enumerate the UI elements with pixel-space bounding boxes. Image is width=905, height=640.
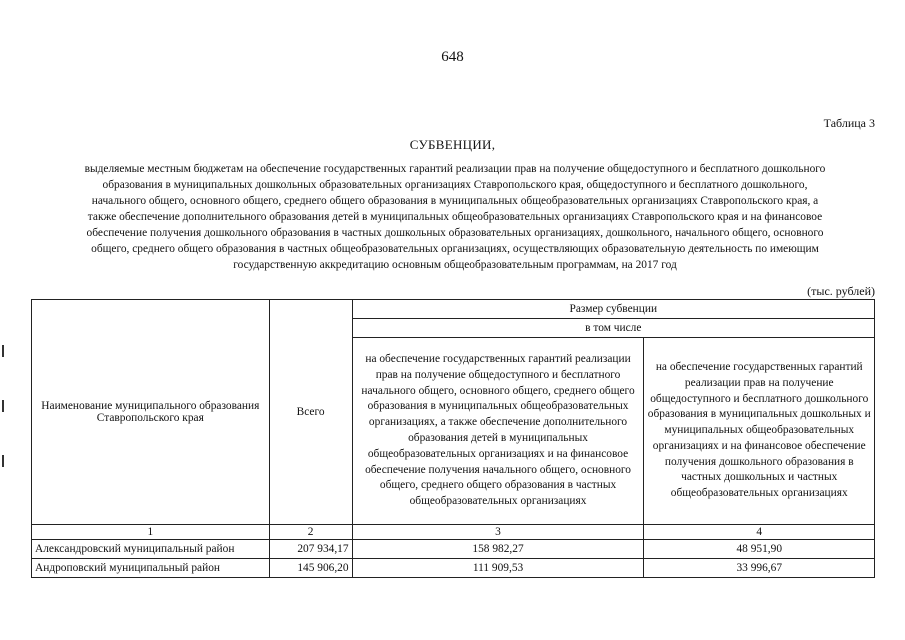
document-description — [30, 161, 880, 273]
description-line: общего, среднего общего образования в частных общеобразовательных организациях, осуществляющих образовательную деятельность по имеющим — [91, 243, 819, 255]
row-name: Андроповский муниципальный район — [32, 559, 270, 578]
page-number: 648 — [441, 49, 464, 65]
header-row — [32, 300, 875, 319]
subventions-table — [31, 299, 875, 578]
header-name: Наименование муниципального образования Ставропольского края — [32, 300, 270, 525]
description-line: начального общего, основного общего, среднего общего образования в муниципальных общеобразовательных организациях Ставропольского края, а — [91, 195, 819, 207]
row-col4: 48 951,90 — [644, 540, 875, 559]
column-number: 4 — [644, 525, 875, 540]
row-col4: 33 996,67 — [644, 559, 875, 578]
document-title: СУБВЕНЦИИ, — [409, 137, 496, 152]
row-name: Александровский муниципальный район — [32, 540, 270, 559]
header-total: Всего — [269, 300, 352, 525]
row-total: 207 934,17 — [269, 540, 352, 559]
column-numbers-row — [32, 525, 875, 540]
scan-edge-mark — [2, 455, 4, 467]
table-label: Таблица 3 — [823, 116, 875, 130]
header-col4: на обеспечение государственных гарантий реализации прав на получение общедоступного и бесплатного дошкольного образования в муниципальных дошкольных и муниципальных общеобразовательных организациях и на финансовое обеспечение получения дошкольного образования в частных дошкольных и частных общеобразовательных организациях — [644, 338, 875, 525]
row-col3: 111 909,53 — [352, 559, 644, 578]
scan-edge-mark — [2, 400, 4, 412]
header-col3: на обеспечение государственных гарантий реализации прав на получение общедоступного и бесплатного начального общего, основного общего, среднего общего образования в муниципальных общеобразовательных организациях, а также обеспечение дополнительного образования детей в муниципальных общеобразовательных организациях и на финансовое обеспечение получения начального общего, основного общего, среднего общего образования в частных общеобразовательных организациях — [352, 338, 644, 525]
description-line: обеспечение получения дошкольного образования в частных дошкольных образовательных организациях, дошкольного, начального общего, основного — [86, 227, 824, 239]
description-line: государственную аккредитацию основным общеобразовательным программам, на 2017 год — [233, 259, 677, 271]
header-subvention-size: Размер субвенции — [352, 300, 874, 319]
table-row — [32, 559, 875, 578]
scan-edge-mark — [2, 345, 4, 357]
units-label: (тыс. рублей) — [807, 284, 875, 298]
column-number: 1 — [32, 525, 270, 540]
column-number: 3 — [352, 525, 644, 540]
header-including: в том числе — [352, 319, 874, 338]
table-row — [32, 540, 875, 559]
row-col3: 158 982,27 — [352, 540, 644, 559]
column-number: 2 — [269, 525, 352, 540]
description-line: выделяемые местным бюджетам на обеспечение государственных гарантий реализации прав на получение общедоступного и бесплатного дошкольного — [84, 163, 826, 175]
row-total: 145 906,20 — [269, 559, 352, 578]
description-line: образования в муниципальных дошкольных образовательных организациях Ставропольского края, общедоступного и бесплатного дошкольного, — [102, 179, 808, 191]
description-line: также обеспечение дополнительного образования детей в муниципальных общеобразовательных организациях Ставропольского края и на финансовое — [87, 211, 823, 223]
